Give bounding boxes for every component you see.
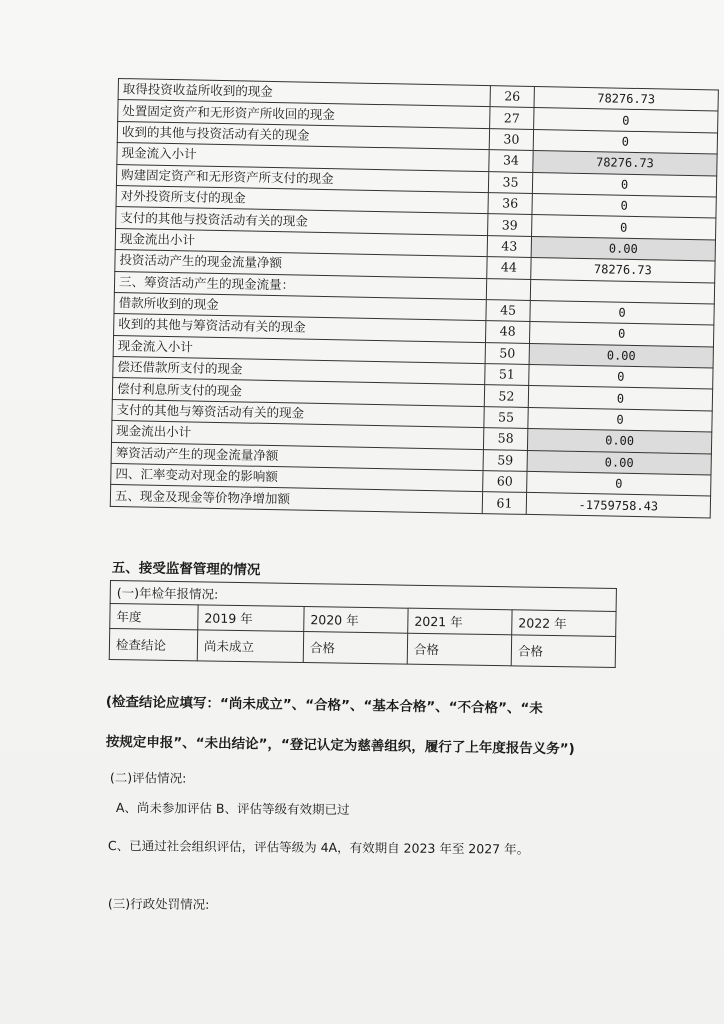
- row-amount: 0: [532, 193, 716, 218]
- row-label: 现金流出小计: [115, 228, 487, 257]
- row-line-number: 50: [485, 342, 529, 364]
- result-cell: 合格: [407, 633, 511, 666]
- row-label: 支付的其他与筹资活动有关的现金: [112, 399, 484, 428]
- row-line-number: 34: [489, 150, 533, 172]
- row-amount: 0: [534, 108, 718, 133]
- evaluation-option-ab: A、尚未参加评估 B、评估等级有效期已过: [115, 799, 350, 818]
- row-line-number: 45: [486, 300, 530, 322]
- row-amount: 0: [528, 407, 712, 432]
- year-label: 年度: [110, 604, 198, 630]
- annual-inspection-table-container: [109, 580, 616, 668]
- row-label: 对外投资所支付的现金: [116, 185, 488, 214]
- row-line-number: 27: [490, 107, 534, 129]
- row-label: 三、筹资活动产生的现金流量：: [114, 271, 486, 300]
- row-line-number: 48: [485, 321, 529, 343]
- year-cell: 2021 年: [408, 608, 512, 635]
- result-cell: 合格: [511, 635, 615, 668]
- row-label: 收到的其他与投资活动有关的现金: [117, 121, 489, 150]
- row-amount: 78276.73: [534, 86, 718, 111]
- row-label: 支付的其他与投资活动有关的现金: [116, 207, 488, 236]
- annual-inspection-caption: (一)年检年报情况:: [110, 581, 616, 612]
- row-amount: 0: [532, 172, 716, 197]
- row-line-number: 30: [489, 128, 533, 150]
- row-amount: -1759758.43: [526, 493, 710, 518]
- row-label: 现金流入小计: [113, 335, 485, 364]
- row-line-number: 36: [488, 193, 532, 215]
- year-cell: 2019 年: [198, 605, 304, 632]
- supervision-section-title: 五、接受监督管理的情况: [111, 559, 261, 579]
- row-line-number: 60: [483, 471, 527, 493]
- row-amount: 0: [527, 471, 711, 496]
- row-amount: 0.00: [527, 429, 711, 454]
- row-line-number: 44: [487, 257, 531, 279]
- result-cell: 合格: [303, 632, 407, 665]
- row-label: 现金流出小计: [112, 421, 484, 450]
- row-label: 偿还借款所支付的现金: [113, 357, 485, 386]
- inspection-note-line-1: (检查结论应填写：“尚未成立”、“合格”、“基本合格”、“不合格”、“未: [105, 693, 543, 717]
- row-amount: 0: [528, 386, 712, 411]
- result-label: 检查结论: [109, 629, 197, 661]
- annual-inspection-table: [109, 580, 617, 668]
- row-amount: 0: [532, 215, 716, 240]
- row-amount: 0: [533, 129, 717, 154]
- cash-flow-table: [110, 78, 719, 518]
- row-label: 取得投资收益所收到的现金: [118, 79, 490, 108]
- row-line-number: 51: [485, 364, 529, 386]
- row-label: 现金流入小计: [117, 143, 489, 172]
- row-amount: 0: [529, 365, 713, 390]
- year-cell: 2022 年: [512, 610, 616, 637]
- row-line-number: [486, 278, 530, 300]
- result-cell: 尚未成立: [197, 630, 303, 663]
- row-amount: 0.00: [531, 236, 715, 261]
- evaluation-caption: (二)评估情况:: [109, 769, 187, 786]
- row-amount: 0: [530, 300, 714, 325]
- row-label: 购建固定资产和无形资产所支付的现金: [116, 164, 488, 193]
- cash-flow-table-container: [110, 78, 718, 518]
- row-amount: 0.00: [529, 343, 713, 368]
- row-amount: 78276.73: [531, 258, 715, 283]
- row-label: 四、汇率变动对现金的影响额: [111, 463, 483, 492]
- row-amount: 78276.73: [533, 151, 717, 176]
- row-label: 筹资活动产生的现金流量净额: [111, 442, 483, 471]
- administrative-penalty-caption: (三)行政处罚情况:: [107, 895, 210, 912]
- row-line-number: 39: [488, 214, 532, 236]
- row-line-number: 61: [482, 492, 526, 514]
- row-line-number: 43: [487, 235, 531, 257]
- year-cell: 2020 年: [304, 607, 408, 634]
- row-line-number: 52: [484, 385, 528, 407]
- row-line-number: 55: [484, 406, 528, 428]
- row-line-number: 58: [483, 428, 527, 450]
- row-label: 收到的其他与筹资活动有关的现金: [114, 314, 486, 343]
- row-label: 处置固定资产和无形资产所收回的现金: [118, 100, 490, 129]
- row-line-number: 26: [490, 86, 534, 108]
- inspection-note-line-2: 按规定申报”、“未出结论”，“登记认定为慈善组织，履行了上年度报告义务”): [105, 733, 575, 758]
- row-label: 投资活动产生的现金流量净额: [115, 250, 487, 279]
- row-label: 借款所收到的现金: [114, 292, 486, 321]
- row-label: 偿付利息所支付的现金: [112, 378, 484, 407]
- row-line-number: 35: [488, 171, 532, 193]
- row-label: 五、现金及现金等价物净增加额: [110, 485, 482, 514]
- evaluation-option-c: C、已通过社会组织评估，评估等级为 4A，有效期自 2023 年至 2027 年。: [107, 837, 530, 857]
- row-line-number: 59: [483, 449, 527, 471]
- row-amount: 0: [529, 322, 713, 347]
- row-amount: 0.00: [527, 450, 711, 475]
